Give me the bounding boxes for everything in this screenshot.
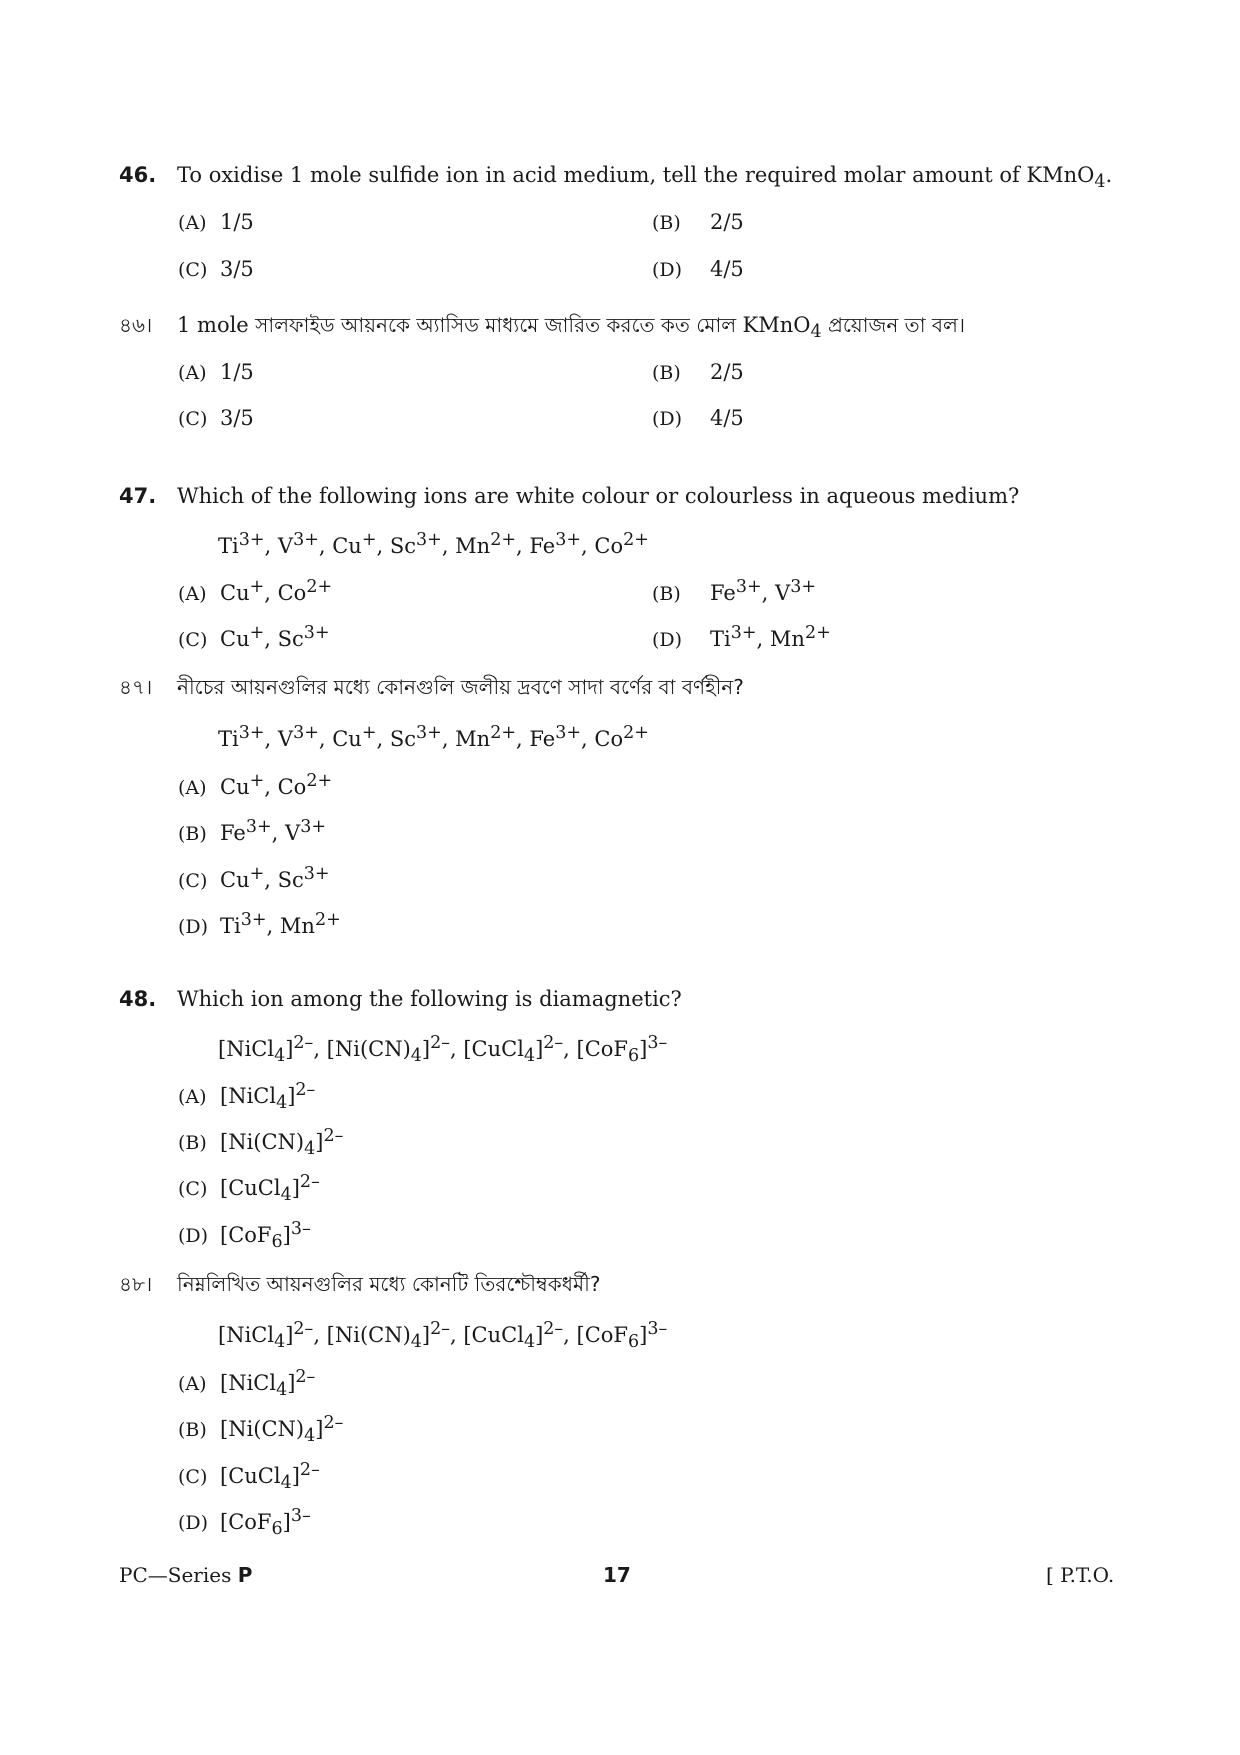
- option-c: (C) Cu+, $Sc^{3+}$: [178, 623, 330, 651]
- question-48-bengali: [119, 1270, 600, 1303]
- question-46-bengali: [119, 311, 965, 344]
- question-number: 46.: [119, 163, 157, 187]
- option-c: (C) [CuCl$_4$]$^{2-}$: [178, 1460, 320, 1494]
- option-b: (B) 2/5: [652, 360, 744, 384]
- option-d: (D) $Ti^{3+}$, $Mn^{2+}$: [652, 623, 831, 651]
- option-a: (A) 1/5: [178, 210, 254, 234]
- option-c: (C) [CuCl$_4$]$^{2-}$: [178, 1172, 320, 1206]
- ion-list: [NiCl$_4$]$^{2-}$, $[Ni(CN)_4]^{2-}$, [CuCl$_4$]$^{2-}$, $[CoF_6]^{3-}$: [218, 1319, 668, 1353]
- question-text: Which of the following ions are white colour or colourless in aqueous medium?: [177, 484, 1020, 508]
- option-d: (D) 4/5: [652, 257, 744, 281]
- option-b: (B) $Fe^{3+}$, $V^{3+}$: [178, 817, 327, 845]
- option-d: (D) $[CoF_6]^{3-}$: [178, 1219, 311, 1253]
- option-d: (D) 4/5: [652, 406, 744, 430]
- option-b: (B) $Fe^{3+}$, $V^{3+}$: [652, 577, 817, 605]
- question-47-bengali: [119, 673, 744, 706]
- question-47: [119, 484, 1019, 508]
- option-c: (C) 3/5: [178, 406, 254, 430]
- question-text: 1 mole সালফাইড আয়নকে অ্যাসিড মাধ্যমে জারিত করতে কত মোল KMnO$_4$ প্রয়োজন তা বল।: [177, 313, 966, 343]
- option-c: (C) Cu+, $Sc^{3+}$: [178, 864, 330, 892]
- option-b: (B) 2/5: [652, 210, 744, 234]
- question-text: নীচের আয়নগুলির মধ্যে কোনগুলি জলীয় দ্রবণে সাদা বর্ণের বা বর্ণহীন?: [177, 675, 744, 699]
- page-number: 17: [603, 1563, 631, 1587]
- question-number: ৪৬।: [119, 313, 153, 337]
- question-48: [119, 987, 682, 1011]
- series-label: PC—Series P: [119, 1563, 253, 1587]
- option-a: (A) Cu+, $Co^{2+}$: [178, 577, 333, 605]
- ion-list: $Ti^{3+}$, $V^{3+}$, Cu+, $Sc^{3+}$, $Mn^{2+}$, $Fe^{3+}$, $Co^{2+}$: [218, 723, 649, 751]
- option-a: (A) [NiCl$_4$]$^{2-}$: [178, 1080, 316, 1114]
- option-d: (D) $Ti^{3+}$, $Mn^{2+}$: [178, 910, 341, 938]
- option-a: (A) [NiCl$_4$]$^{2-}$: [178, 1367, 316, 1401]
- option-b: (B) $[Ni(CN)_4]^{2-}$: [178, 1126, 344, 1160]
- option-a: (A) 1/5: [178, 360, 254, 384]
- question-number: 48.: [119, 987, 157, 1011]
- question-text: To oxidise 1 mole sulfide ion in acid medium, tell the required molar amount of KMnO$_4$.: [177, 163, 1113, 193]
- option-b: (B) $[Ni(CN)_4]^{2-}$: [178, 1413, 344, 1447]
- question-text: Which ion among the following is diamagnetic?: [177, 987, 682, 1011]
- option-c: (C) 3/5: [178, 257, 254, 281]
- option-a: (A) Cu+, $Co^{2+}$: [178, 771, 333, 799]
- question-number: ৪৮।: [119, 1272, 153, 1296]
- question-text: নিম্নলিখিত আয়নগুলির মধ্যে কোনটি তিরশ্চৌম্বকধর্মী?: [177, 1272, 601, 1296]
- pto-label: [ P.T.O.: [1046, 1563, 1115, 1587]
- ion-list: $Ti^{3+}$, $V^{3+}$, Cu+, $Sc^{3+}$, $Mn^{2+}$, $Fe^{3+}$, $Co^{2+}$: [218, 530, 649, 558]
- ion-list: [NiCl$_4$]$^{2-}$, $[Ni(CN)_4]^{2-}$, [CuCl$_4$]$^{2-}$, $[CoF_6]^{3-}$: [218, 1033, 668, 1067]
- option-d: (D) $[CoF_6]^{3-}$: [178, 1506, 311, 1540]
- question-number: 47.: [119, 484, 157, 508]
- question-number: ৪৭।: [119, 675, 153, 699]
- question-46: [119, 163, 1112, 192]
